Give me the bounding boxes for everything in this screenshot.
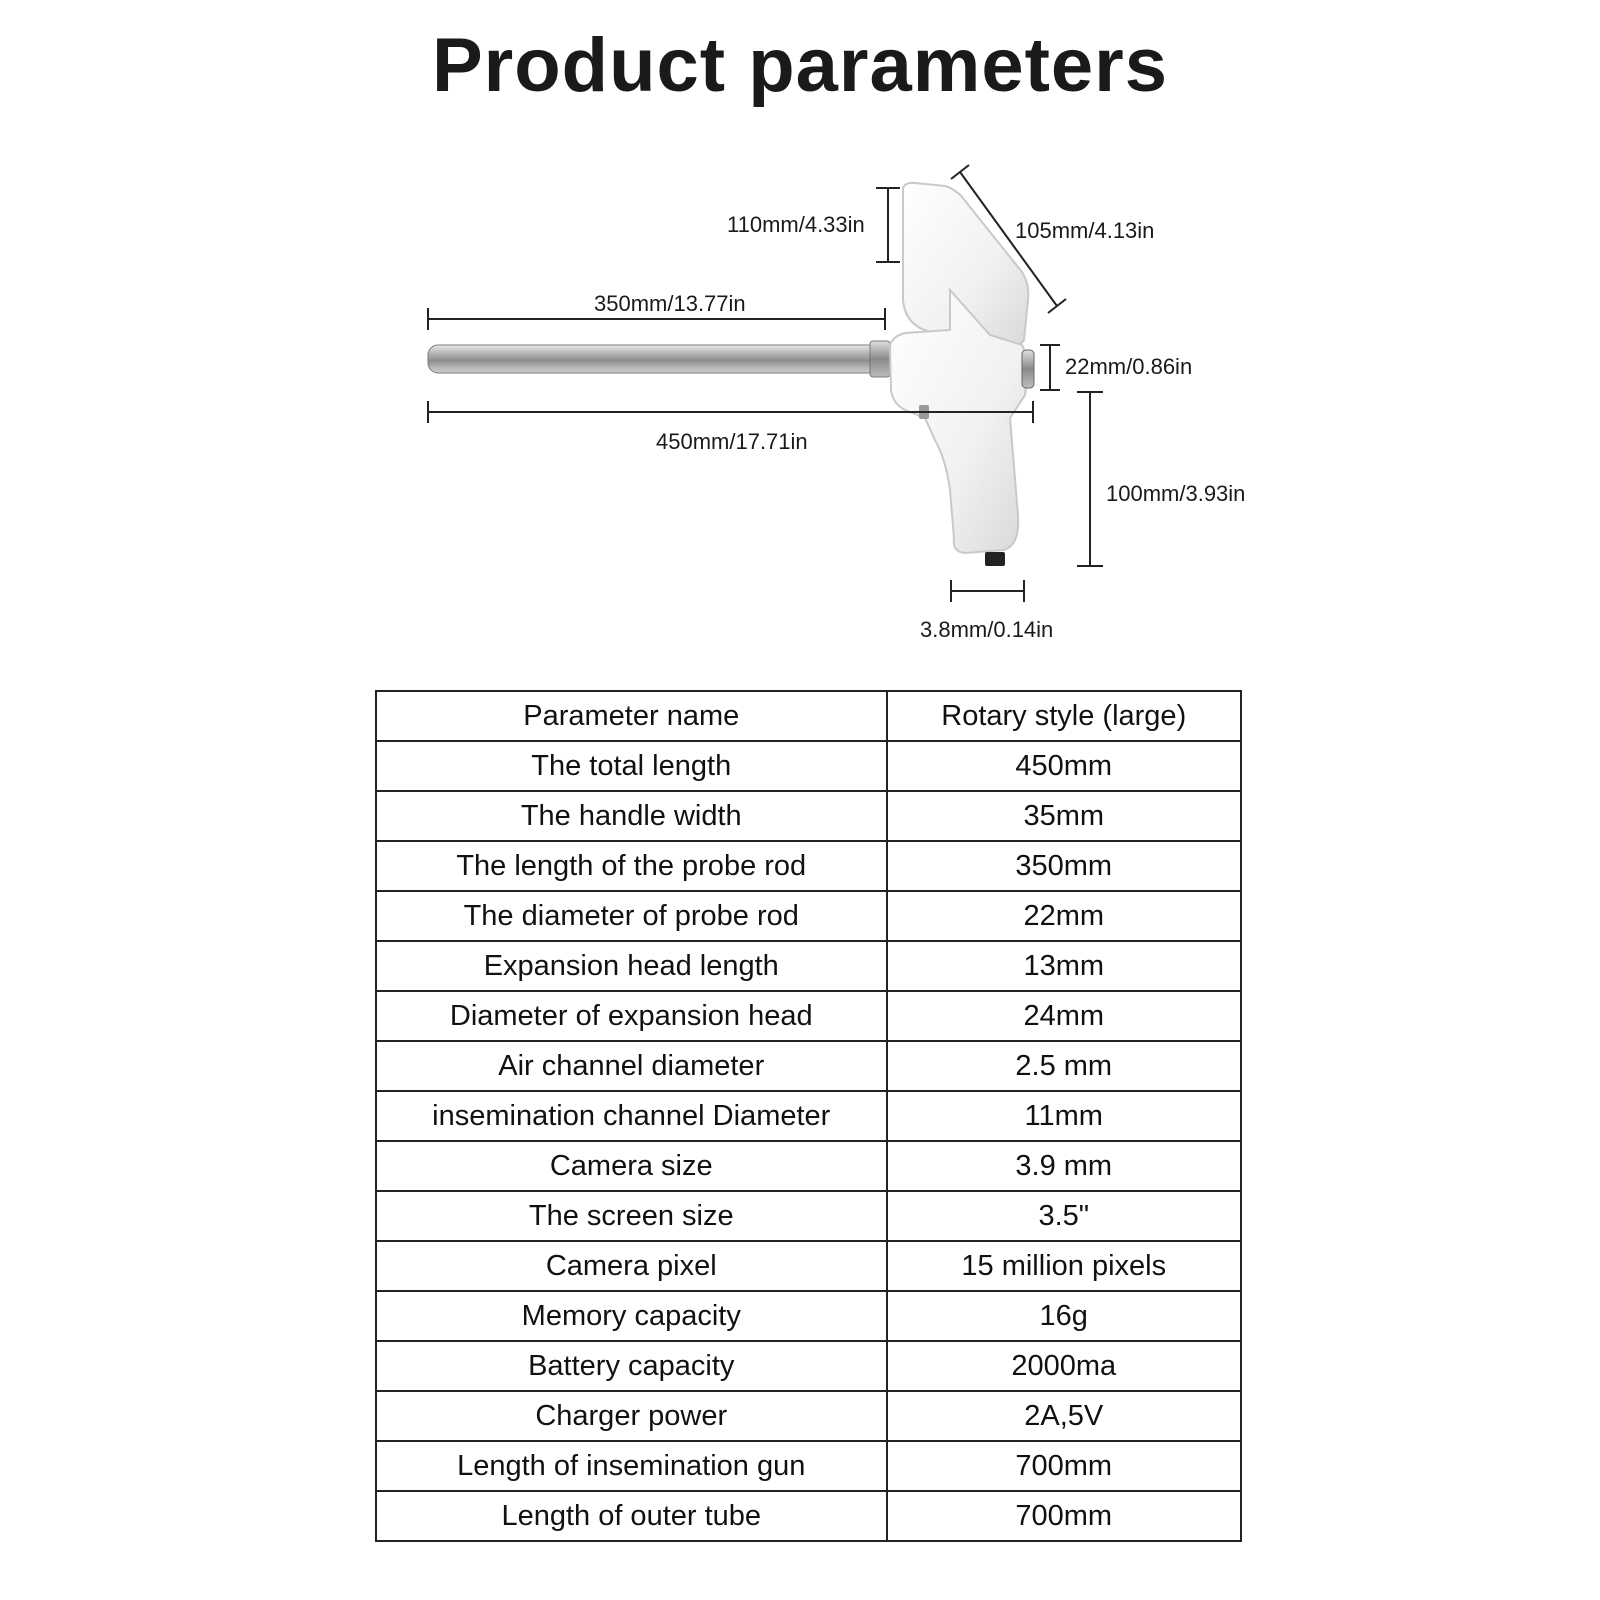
parameter-value-cell: 450mm — [887, 741, 1242, 791]
parameter-value-cell: 11mm — [887, 1091, 1242, 1141]
table-row — [376, 841, 1241, 891]
product-dimension-diagram — [0, 0, 1600, 680]
page-title: Product parameters — [431, 23, 1169, 108]
parameter-name-cell: Camera pixel — [376, 1241, 887, 1291]
parameter-name-cell: The diameter of probe rod — [376, 891, 887, 941]
parameter-name-cell: The screen size — [376, 1191, 887, 1241]
table-row — [376, 1091, 1241, 1141]
parameter-name-cell: Camera size — [376, 1141, 887, 1191]
parameter-value-cell: 13mm — [887, 941, 1242, 991]
parameter-value-cell: 2A,5V — [887, 1391, 1242, 1441]
parameter-table — [375, 690, 1242, 1542]
parameter-name-cell: The handle width — [376, 791, 887, 841]
parameter-value-cell: 2000ma — [887, 1341, 1242, 1391]
column-header: Rotary style (large) — [887, 691, 1242, 741]
parameter-name-cell: The length of the probe rod — [376, 841, 887, 891]
parameter-name-cell: The total length — [376, 741, 887, 791]
parameter-value-cell: 15 million pixels — [887, 1241, 1242, 1291]
parameter-value-cell: 2.5 mm — [887, 1041, 1242, 1091]
parameter-name-cell: Diameter of expansion head — [376, 991, 887, 1041]
table-row — [376, 991, 1241, 1041]
parameter-value-cell: 35mm — [887, 791, 1242, 841]
probe-length-label: 350mm/13.77in — [594, 291, 746, 316]
table-row — [376, 1391, 1241, 1441]
table-row — [376, 791, 1241, 841]
gun-body — [890, 183, 1034, 566]
rod-diameter-label: 22mm/0.86in — [1065, 354, 1193, 379]
parameter-name-cell: Length of outer tube — [376, 1491, 887, 1541]
parameter-value-cell: 700mm — [887, 1491, 1242, 1541]
table-row — [376, 1291, 1241, 1341]
parameter-name-cell: Air channel diameter — [376, 1041, 887, 1091]
probe-rod — [428, 341, 890, 377]
parameter-name-cell: Charger power — [376, 1391, 887, 1441]
screen-diagonal-label: 105mm/4.13in — [1015, 218, 1155, 243]
parameter-name-cell: Battery capacity — [376, 1341, 887, 1391]
column-header: Parameter name — [376, 691, 887, 741]
table-header-row — [376, 691, 1241, 741]
table-row — [376, 741, 1241, 791]
table-row — [376, 1041, 1241, 1091]
screen-height-label: 110mm/4.33in — [727, 212, 865, 237]
table-row — [376, 1241, 1241, 1291]
table-body — [376, 741, 1241, 1541]
table-row — [376, 891, 1241, 941]
parameter-name-cell: Length of insemination gun — [376, 1441, 887, 1491]
table-row — [376, 941, 1241, 991]
table-row — [376, 1441, 1241, 1491]
table-row — [376, 1191, 1241, 1241]
parameter-name-cell: Memory capacity — [376, 1291, 887, 1341]
parameter-value-cell: 700mm — [887, 1441, 1242, 1491]
port-width-label: 3.8mm/0.14in — [920, 617, 1054, 642]
table-row — [376, 1141, 1241, 1191]
total-length-label: 450mm/17.71in — [656, 429, 808, 454]
parameter-value-cell: 22mm — [887, 891, 1242, 941]
parameter-value-cell: 3.9 mm — [887, 1141, 1242, 1191]
handle-height-label: 100mm/3.93in — [1106, 481, 1246, 506]
parameter-name-cell: Expansion head length — [376, 941, 887, 991]
table-row — [376, 1341, 1241, 1391]
parameter-value-cell: 350mm — [887, 841, 1242, 891]
table-row — [376, 1491, 1241, 1541]
parameter-value-cell: 24mm — [887, 991, 1242, 1041]
parameter-value-cell: 3.5" — [887, 1191, 1242, 1241]
parameter-name-cell: insemination channel Diameter — [376, 1091, 887, 1141]
parameter-value-cell: 16g — [887, 1291, 1242, 1341]
